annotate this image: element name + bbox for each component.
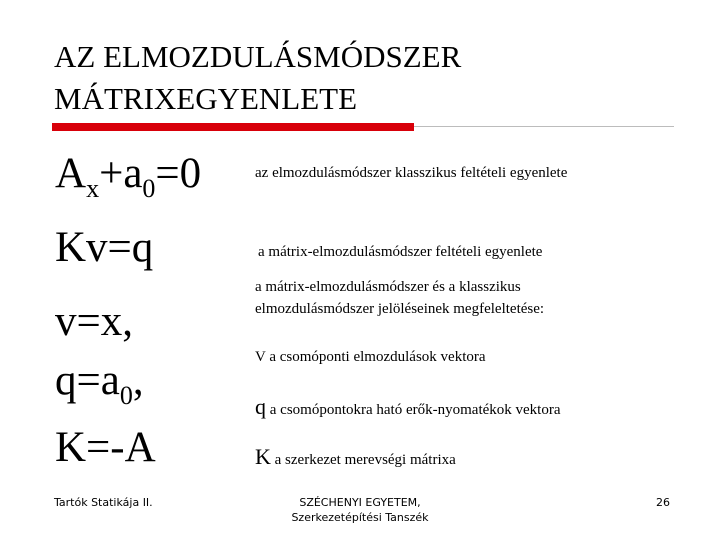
slide-title bbox=[54, 36, 674, 120]
equation-matrix: Kv=q bbox=[55, 224, 154, 271]
title-accent-bar bbox=[52, 123, 414, 131]
eq4-a-sub: 0 bbox=[119, 381, 133, 410]
footer-institution-line1: SZÉCHENYI EGYETEM, bbox=[299, 496, 421, 509]
description-v-vector bbox=[255, 346, 705, 368]
description-matrix-equation: a mátrix-elmozdulásmódszer feltételi egyenlete bbox=[258, 244, 543, 260]
description-notation-mapping bbox=[255, 276, 705, 320]
symbol-q: q bbox=[255, 394, 266, 419]
eq4-c: , bbox=[132, 357, 144, 404]
eq1-b: +a bbox=[99, 150, 143, 197]
slide-title-line1: AZ ELMOZDULÁSMÓDSZER bbox=[54, 39, 462, 74]
title-rule-line bbox=[414, 126, 674, 127]
description-q-vector bbox=[255, 396, 705, 421]
description-q-text: a csomópontokra ható erők-nyomatékok vektora bbox=[266, 402, 561, 418]
description-classic-equation: az elmozdulásmódszer klasszikus feltételi egyenlete bbox=[255, 165, 568, 181]
description-k-matrix bbox=[255, 446, 705, 471]
description-notation-line1: a mátrix-elmozdulásmódszer és a klasszikus bbox=[255, 279, 521, 295]
eq1-a: A bbox=[55, 150, 87, 197]
eq1-c: =0 bbox=[155, 150, 202, 197]
eq1-a-sub: x bbox=[86, 174, 100, 203]
footer-institution-line2: Szerkezetépítési Tanszék bbox=[291, 511, 429, 524]
equation-displacement-classic bbox=[55, 150, 202, 203]
footer-page-number: 26 bbox=[656, 496, 670, 509]
description-k-text: a szerkezet merevségi mátrixa bbox=[270, 452, 456, 468]
eq1-b-sub: 0 bbox=[142, 174, 156, 203]
symbol-v: V bbox=[255, 349, 266, 365]
equation-k-equals-minus-a: K=-A bbox=[55, 424, 156, 471]
footer-course-title: Tartók Statikája II. bbox=[54, 496, 153, 509]
equation-v-equals-x: v=x, bbox=[55, 298, 134, 345]
slide-title-line2: MÁTRIXEGYENLETE bbox=[54, 81, 358, 116]
description-v-text: a csomóponti elmozdulások vektora bbox=[265, 349, 486, 365]
eq4-a: q=a bbox=[55, 357, 120, 404]
symbol-k: K bbox=[255, 444, 271, 469]
equation-q-equals-a0 bbox=[55, 357, 144, 410]
footer-institution bbox=[260, 495, 460, 525]
description-notation-line2: elmozdulásmódszer jelöléseinek megfeleltetése: bbox=[255, 301, 545, 317]
